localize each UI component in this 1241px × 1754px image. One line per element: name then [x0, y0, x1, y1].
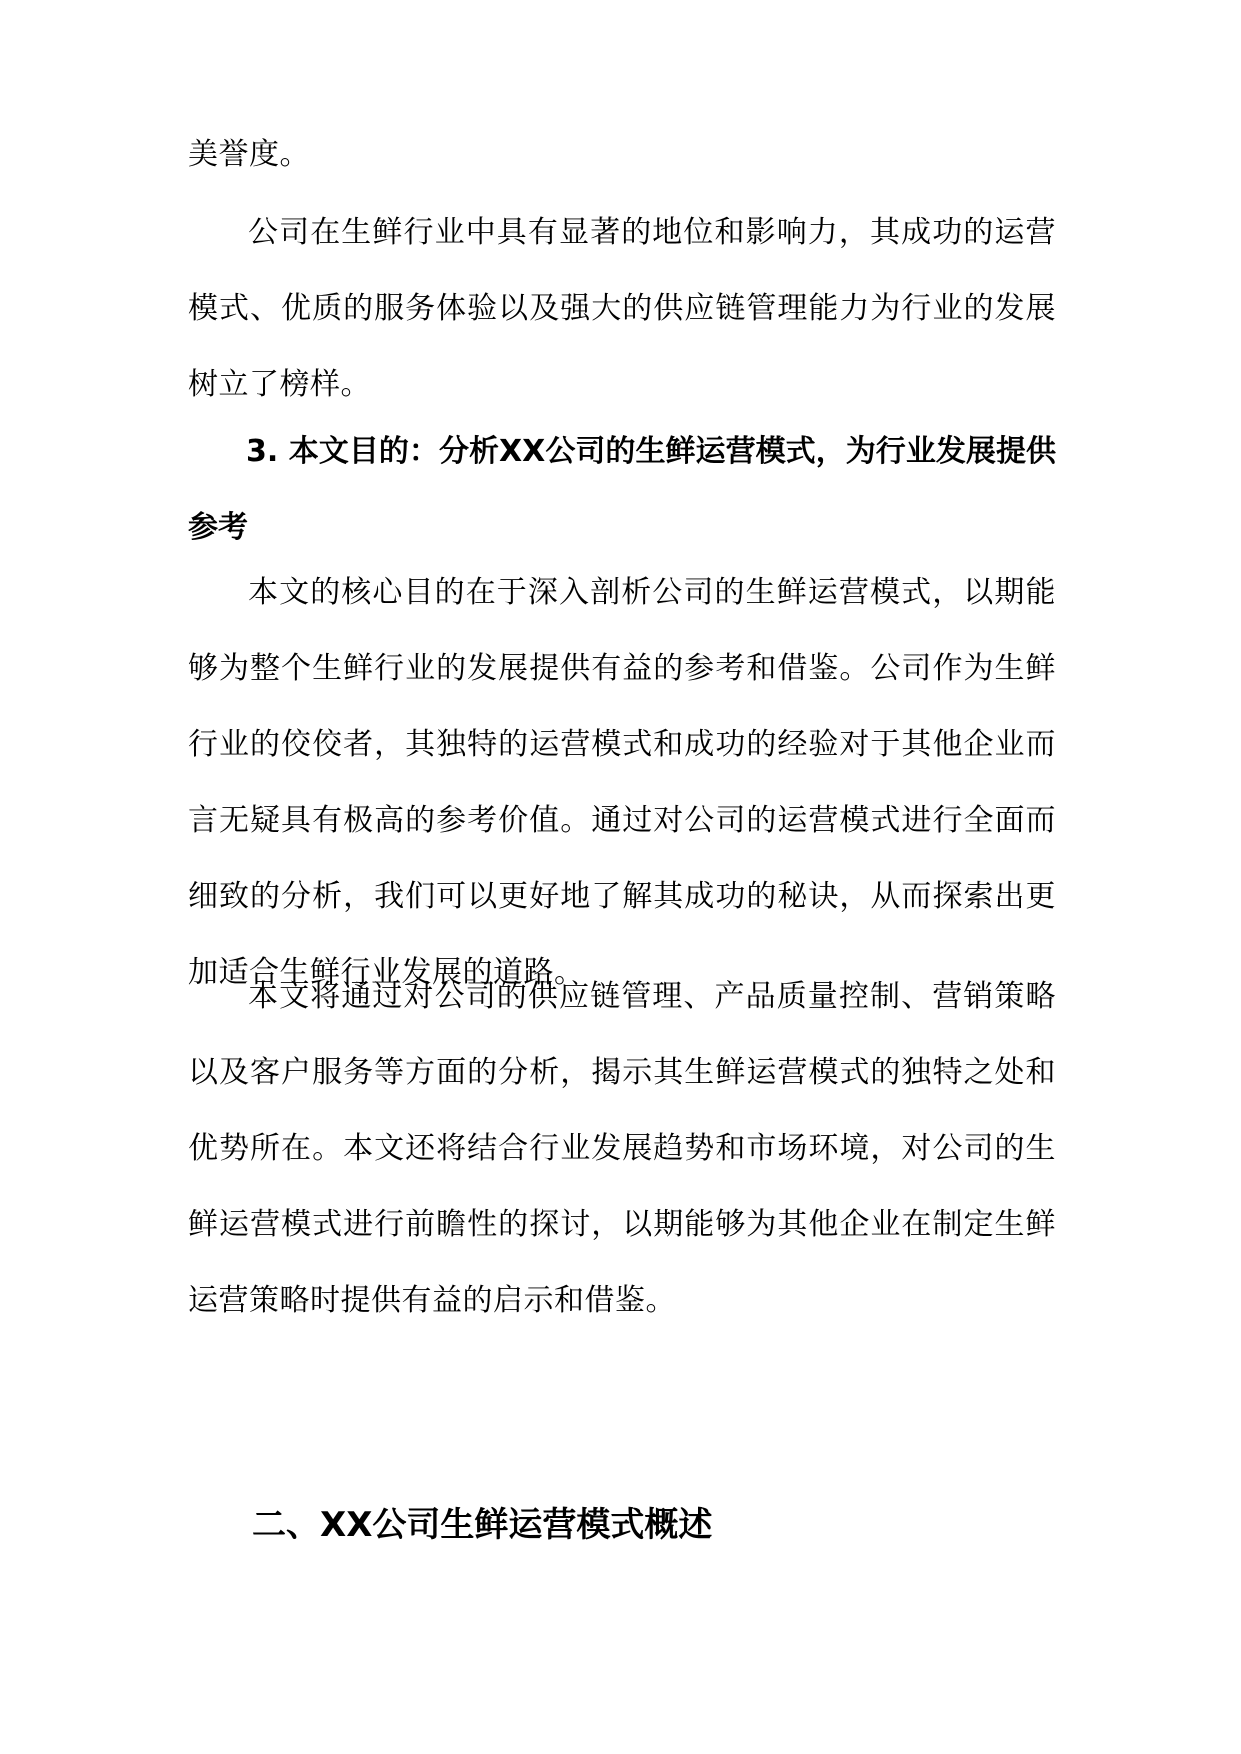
subsection-heading-purpose: 3. 本文目的：分析XX公司的生鲜运营模式，为行业发展提供参考	[188, 434, 1056, 545]
paragraph-purpose: 本文的核心目的在于深入剖析公司的生鲜运营模式，以期能够为整个生鲜行业的发展提供有益的参考和借鉴。公司作为生鲜行业的佼佼者，其独特的运营模式和成功的经验对于其他企业而言无疑具有极高的参考价值。通过对公司的运营模式进行全面而细致的分析，我们可以更好地了解其成功的秘诀，从而探索出更加适合生鲜行业发展的道路。	[188, 575, 1056, 990]
paragraph-analysis-scope: 本文将通过对公司的供应链管理、产品质量控制、营销策略以及客户服务等方面的分析，揭示其生鲜运营模式的独特之处和优势所在。本文还将结合行业发展趋势和市场环境，对公司的生鲜运营模式进行前瞻性的探讨，以期能够为其他企业在制定生鲜运营策略时提供有益的启示和借鉴。	[188, 979, 1056, 1318]
paragraph-continuation: 美誉度。	[188, 137, 310, 172]
paragraph-company-position: 公司在生鲜行业中具有显著的地位和影响力，其成功的运营模式、优质的服务体验以及强大的供应链管理能力为行业的发展树立了榜样。	[188, 215, 1056, 402]
section-heading-overview: 二、XX公司生鲜运营模式概述	[252, 1505, 713, 1545]
